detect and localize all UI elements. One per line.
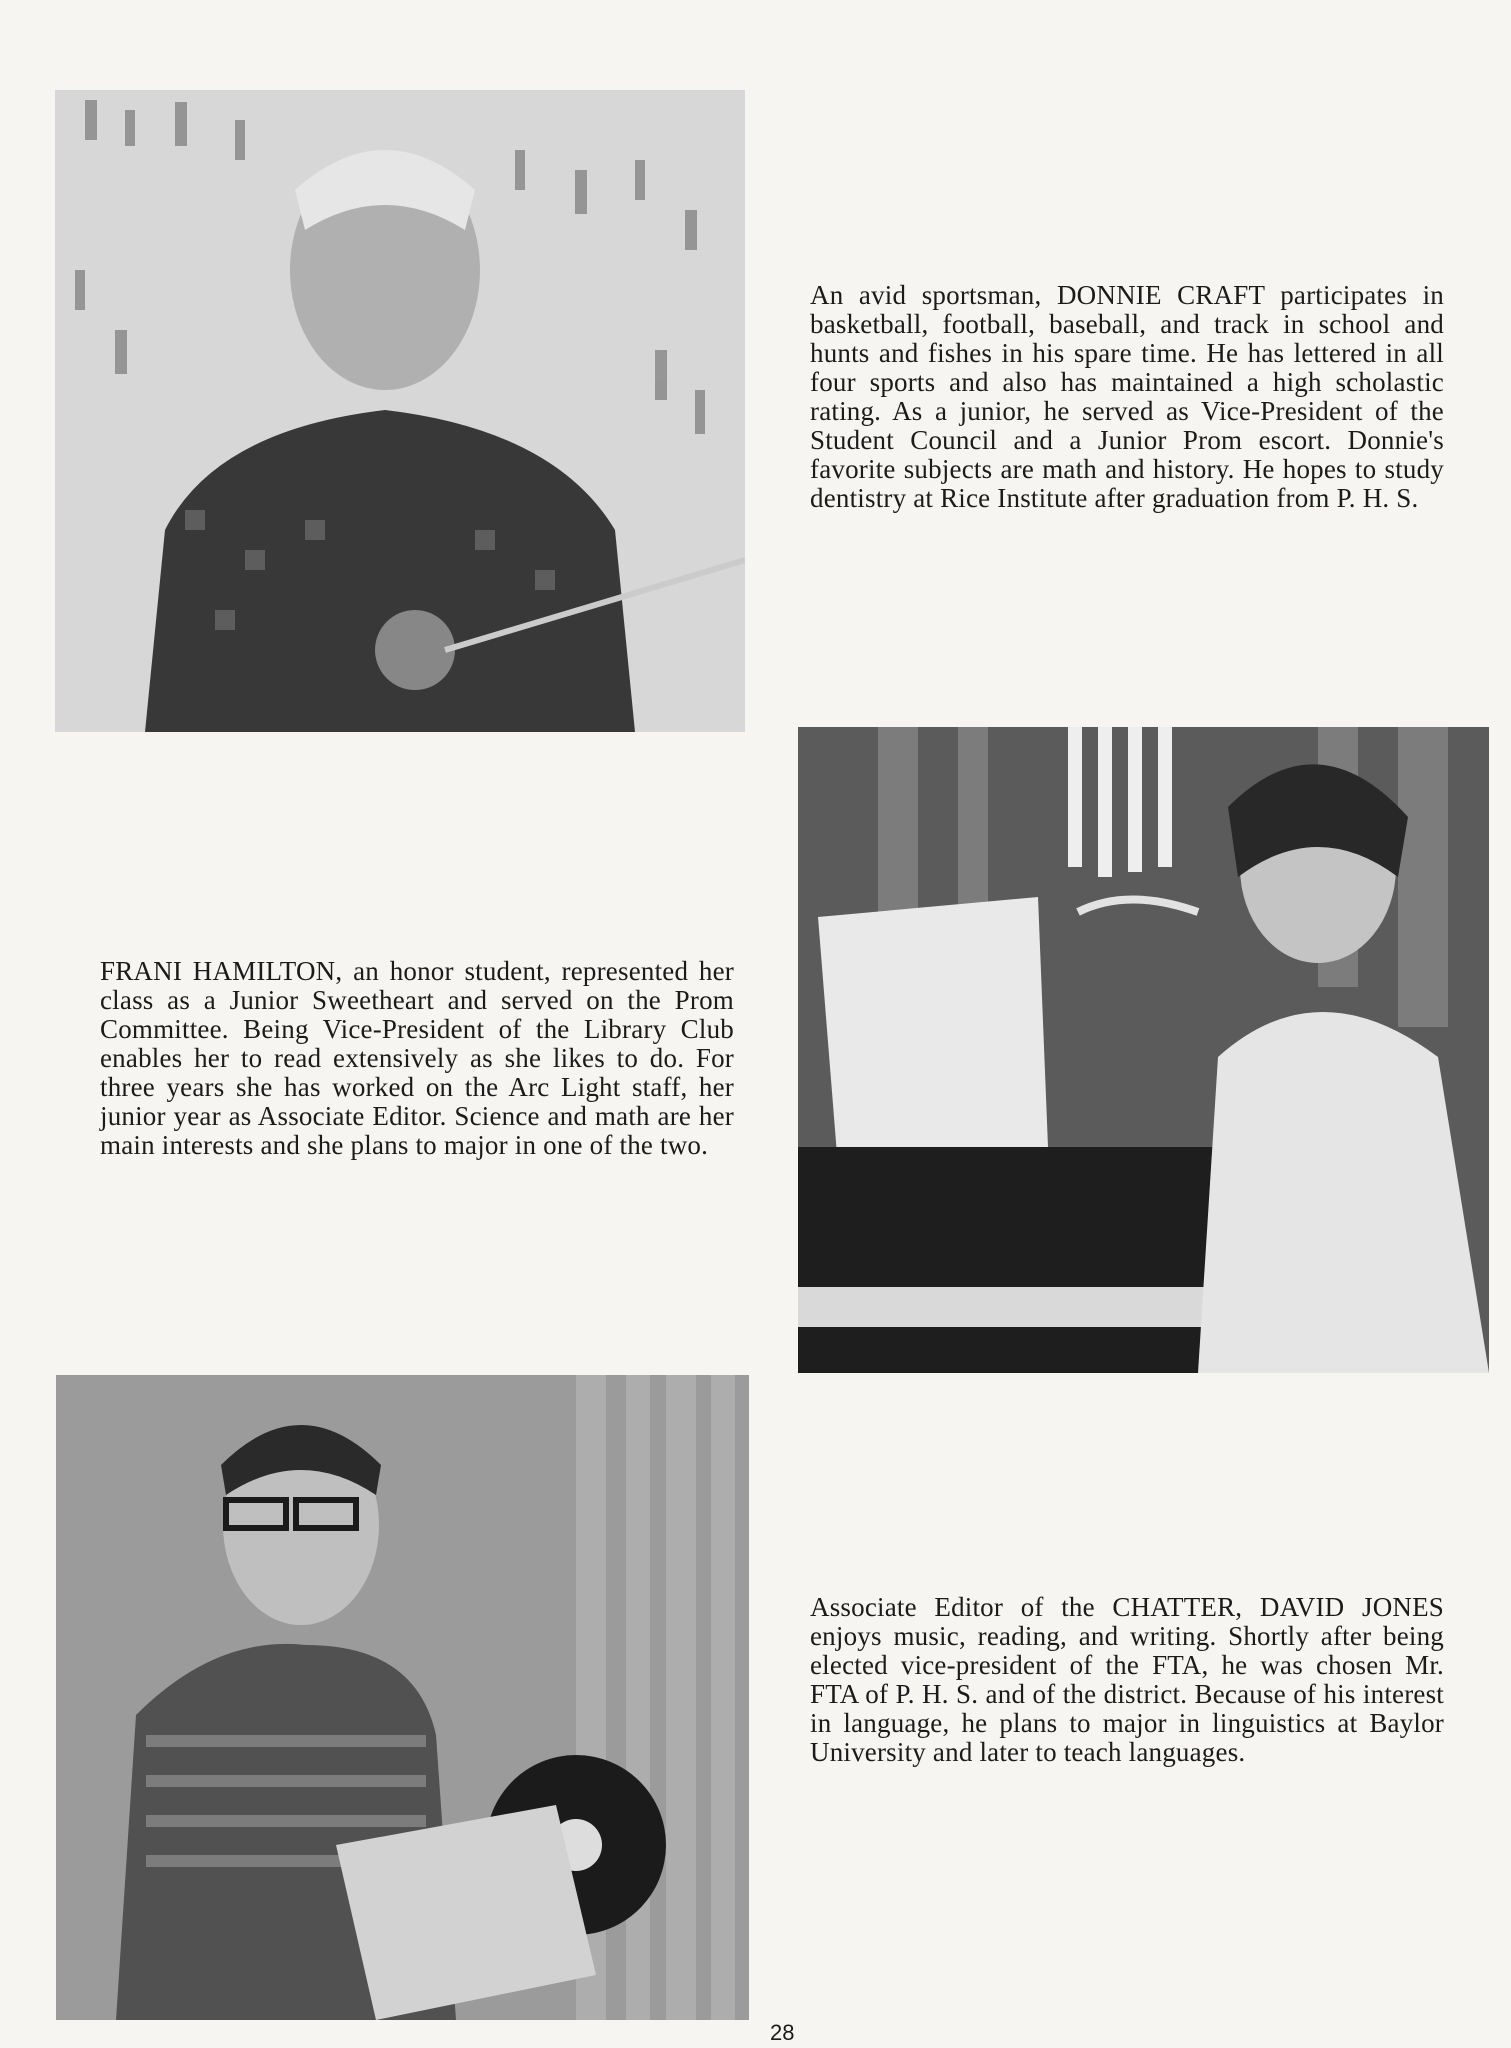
blurb-donnie-craft: An avid sportsman, DONNIE CRAFT participates in basketball, football, baseball, and track in school and hunts and fishes in his spare time. He has lettered in all four sports and also has maintained a high scholastic rating. As a junior, he served as Vice-President of the Student Council and a Junior Prom escort. Donnie's favorite subjects are math and history. He hopes to study dentistry at Rice Institute after graduation from P. H. S. [810,280,1444,513]
photo-illustration [55,90,745,732]
photo-illustration [56,1375,749,2020]
blurb-david-jones: Associate Editor of the CHATTER, DAVID JONES enjoys music, reading, and writing. Shortly after being elected vice-president of the FTA, he was chosen Mr. FTA of P. H. S. and of the district. Because of his interest in language, he plans to major in linguistics at Baylor University and later to teach languages. [810,1592,1444,1767]
photo-donnie-craft [55,90,745,732]
photo-david-jones [56,1375,749,2020]
blurb-frani-hamilton: FRANI HAMILTON, an honor student, represented her class as a Junior Sweetheart and served on the Prom Committee. Being Vice-President of the Library Club enables her to read extensively as she likes to do. For three years she has worked on the Arc Light staff, her junior year as Associate Editor. Science and math are her main interests and she plans to major in one of the two. [100,956,734,1160]
photo-illustration [798,727,1489,1373]
page-number: 28 [770,2020,795,2045]
photo-frani-hamilton [798,727,1489,1373]
